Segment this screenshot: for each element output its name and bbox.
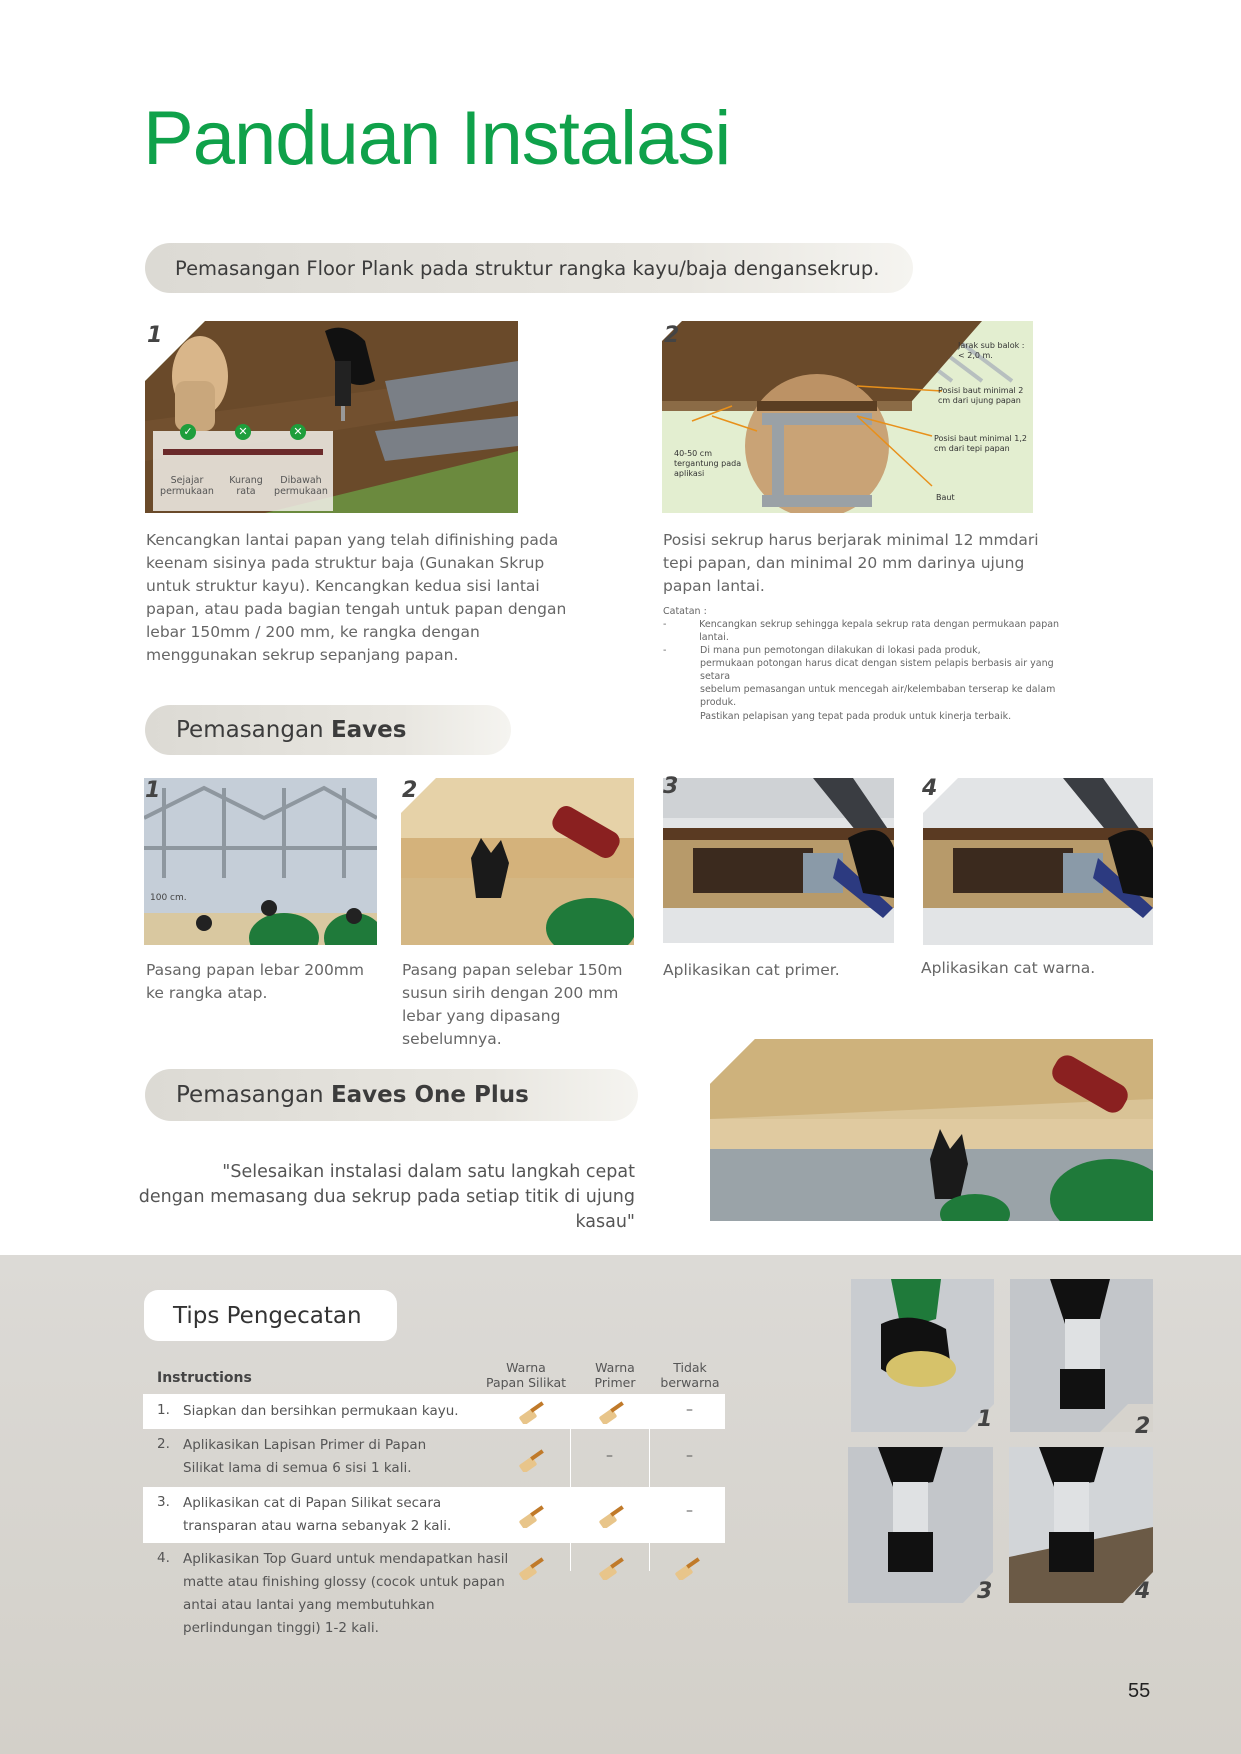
tips-photo-3 — [848, 1447, 993, 1603]
table-divider — [649, 1429, 650, 1571]
dash-mark: – — [686, 1448, 693, 1464]
label-sejajar: Sejajar permukaan — [160, 475, 214, 497]
eaves-step3-text: Aplikasikan cat primer. — [663, 961, 840, 979]
brush-icon — [516, 1500, 550, 1528]
col-instructions-header: Instructions — [157, 1370, 252, 1386]
eaves-step2-text: Pasang papan selebar 150m susun sirih dengan 200 mm lebar yang dipasang sebelumnya. — [402, 961, 623, 1048]
floor-plank-note — [663, 605, 1083, 723]
label-tergantung: 40-50 cm tergantung pada aplikasi — [674, 449, 742, 478]
page-number: 55 — [1128, 1680, 1151, 1702]
dash-mark: – — [686, 1402, 693, 1418]
table-row: 3. Aplikasikan cat di Papan Silikat secara transparan atau warna sebanyak 2 kali. — [143, 1487, 725, 1543]
brush-icon — [596, 1552, 630, 1580]
brush-icon — [596, 1396, 630, 1424]
eaves-step1-overlay: 100 cm. — [150, 893, 187, 903]
cross-icon: ✕ — [290, 424, 306, 440]
eaves-one-plus-header — [145, 1069, 638, 1121]
eaves-header-prefix: Pemasangan — [176, 717, 331, 743]
floor-plank-step2-number: 2 — [664, 323, 680, 348]
brush-icon — [596, 1500, 630, 1528]
tips-photo-1 — [851, 1279, 994, 1432]
eaves-one-plus-image — [710, 1039, 1153, 1221]
tips-photo-3-number: 3 — [977, 1579, 993, 1604]
floor-plank-header — [145, 243, 913, 293]
brush-icon — [516, 1444, 550, 1472]
quote-line-2: dengan memasang dua sekrup pada setiap titik di ujung kasau" — [138, 1187, 635, 1232]
check-icon: ✓ — [180, 424, 196, 440]
col-primer-header: Warna Primer — [594, 1360, 636, 1390]
label-kurang-rata: Kurang rata — [229, 475, 263, 497]
floor-plank-step2-text: Posisi sekrup harus berjarak minimal 12 mmdari tepi papan, dan minimal 20 mm darinya ujung papan lantai. — [663, 531, 1039, 595]
eaves-header — [145, 705, 511, 755]
eaves-step2-number: 2 — [402, 778, 418, 803]
eaves-header-bold: Eaves — [330, 717, 407, 743]
cross-icon: ✕ — [235, 424, 251, 440]
brush-icon — [672, 1552, 706, 1580]
tips-photo-1-number: 1 — [977, 1407, 993, 1432]
eaves-step3-image — [663, 778, 894, 943]
dash-mark: – — [606, 1448, 613, 1464]
brush-icon — [516, 1396, 550, 1424]
tips-photo-2-number: 2 — [1135, 1414, 1151, 1439]
floor-plank-header-text: Pemasangan Floor Plank pada struktur rangka kayu/baja dengansekrup. — [175, 256, 880, 280]
label-baut: Baut — [936, 493, 955, 502]
page-title: Panduan Instalasi — [143, 96, 731, 181]
dash-mark: – — [686, 1503, 693, 1519]
eaves-one-plus-header-prefix: Pemasangan — [176, 1082, 331, 1108]
eaves-step3-number: 3 — [663, 774, 679, 799]
eaves-step1-image — [144, 778, 377, 945]
eaves-step1-text: Pasang papan lebar 200mm ke rangka atap. — [146, 961, 364, 1002]
quote-line-1: "Selesaikan instalasi dalam satu langkah cepat — [222, 1162, 635, 1182]
table-row: 1. Siapkan dan bersihkan permukaan kayu. — [143, 1394, 725, 1429]
label-jarak: Jarak sub balok : < 2,0 m. — [958, 341, 1025, 360]
table-divider — [570, 1429, 571, 1571]
floor-plank-step1-image — [145, 321, 518, 513]
note-line: Pastikan pelapisan yang tepat pada produk untuk kinerja terbaik. — [700, 711, 1012, 722]
note-line: - Kencangkan sekrup sehingga kepala sekrup rata dengan permukaan papan lantai. — [663, 619, 1060, 643]
eaves-step1-number: 1 — [145, 778, 161, 803]
eaves-step4-image — [923, 778, 1153, 945]
eaves-step4-text: Aplikasikan cat warna. — [921, 959, 1096, 977]
floor-plank-step1-text: Kencangkan lantai papan yang telah difinishing pada keenam sisinya pada struktur baja (Gunakan Skrup untuk struktur kayu). Kencangkan kedua sisi lantai papan, atau pada bagian tengah untuk papan dengan lebar 150mm / 200 mm, ke rangka dengan menggunakan sekrup sepanjang papan. — [146, 531, 567, 664]
col-papan-silikat-header: Warna Papan Silikat — [485, 1360, 567, 1390]
eaves-step2-image — [401, 778, 634, 945]
tips-photo-4-number: 4 — [1135, 1579, 1151, 1604]
eaves-one-plus-quote — [120, 1160, 635, 1235]
col-tidak-berwarna-header: Tidak berwarna — [660, 1360, 720, 1390]
note-title: Catatan : — [663, 606, 707, 617]
floor-plank-step2-image — [662, 321, 1033, 513]
note-line: - Di mana pun pemotongan dilakukan di lokasi pada produk, — [663, 645, 981, 656]
table-row: 2. Aplikasikan Lapisan Primer di Papan Silikat lama di semua 6 sisi 1 kali. — [157, 1436, 427, 1476]
note-line: sebelum pemasangan untuk mencegah air/kelembaban terserap ke dalam produk. — [700, 684, 1056, 708]
brush-icon — [516, 1552, 550, 1580]
tips-photo-2 — [1010, 1279, 1153, 1432]
tips-header: Tips Pengecatan — [144, 1290, 397, 1341]
eaves-one-plus-header-bold: Eaves One Plus — [330, 1082, 529, 1108]
note-line: permukaan potongan harus dicat dengan sistem pelapis berbasis air yang setara — [700, 658, 1054, 682]
floor-plank-step1-number: 1 — [147, 323, 163, 348]
label-posisi-2cm: Posisi baut minimal 2 cm dari ujung papan — [938, 386, 1024, 405]
label-dibawah: Dibawah permukaan — [274, 475, 328, 497]
label-posisi-12cm: Posisi baut minimal 1,2 cm dari tepi papan — [934, 434, 1027, 453]
eaves-step4-number: 4 — [922, 776, 938, 801]
tips-photo-4 — [1009, 1447, 1153, 1603]
table-row: 4. Aplikasikan Top Guard untuk mendapatkan hasil matte atau finishing glossy (cocok untuk papan antai atau lantai yang membutuhkan perlindungan tinggi) 1-2 kali. — [157, 1550, 509, 1636]
